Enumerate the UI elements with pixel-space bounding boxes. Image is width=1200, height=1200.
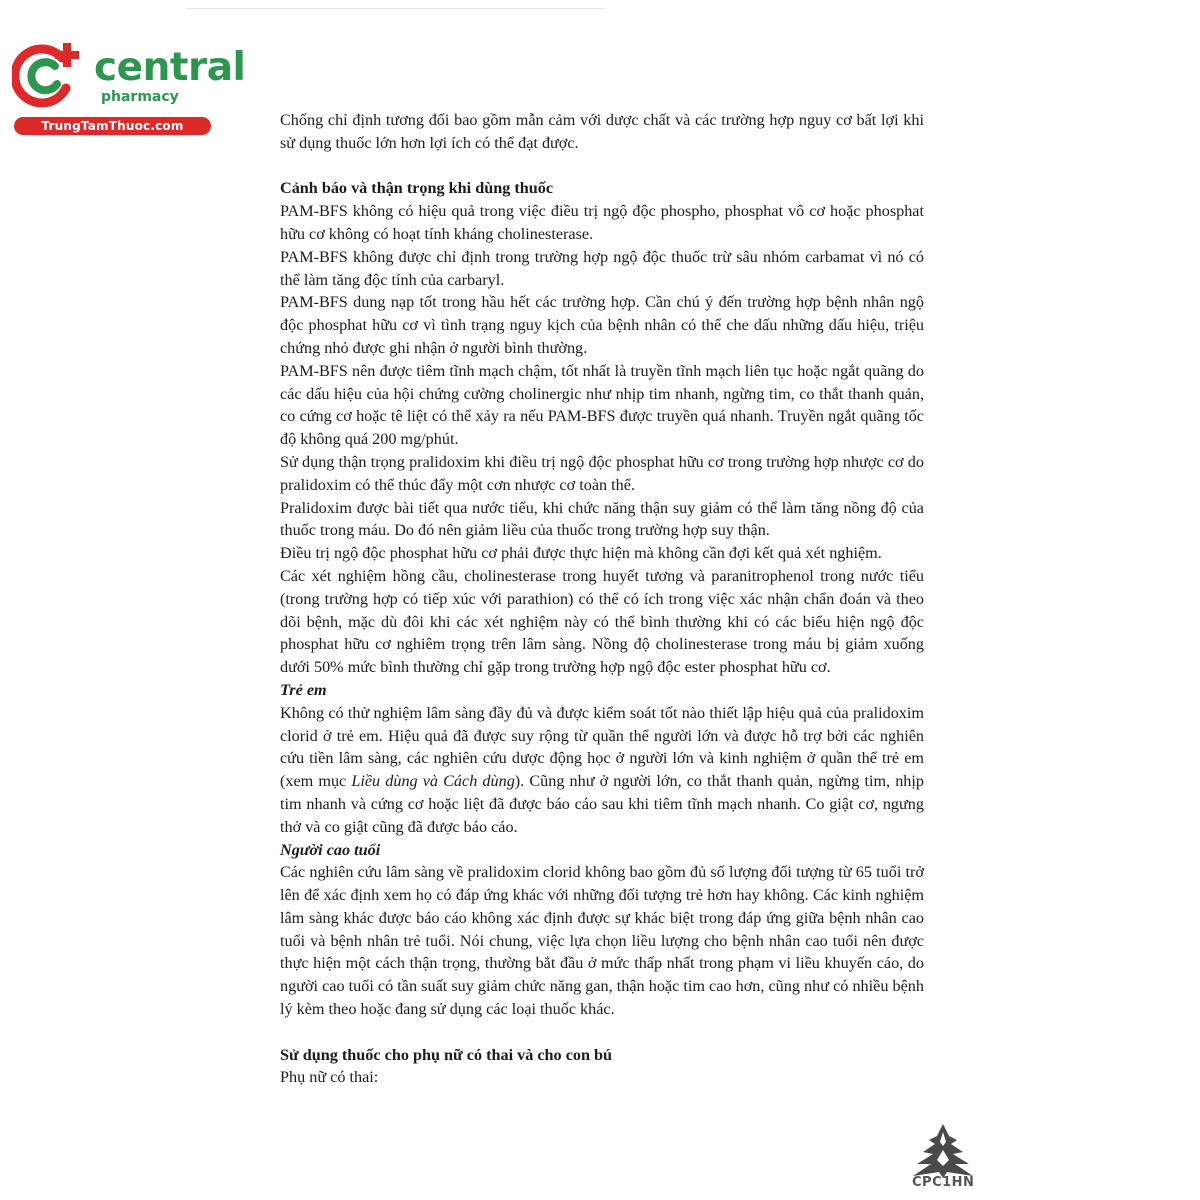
contraindication-paragraph: Chống chỉ định tương đối bao gồm mẫn cảm với dược chất và các trường hợp nguy cơ bất lợi khi sử dụng thuốc lớn hơn lợi ích có thể đạt được. — [280, 111, 924, 152]
cpc1hn-label: CPC1HN — [912, 1175, 975, 1190]
logo-site-link[interactable]: TrungTamThuoc.com — [14, 117, 211, 135]
elderly-paragraph: Các nghiên cứu lâm sàng về pralidoxim clorid không bao gồm đủ số lượng đối tượng từ 65 tuổi trở lên để xác định xem họ có đáp ứng khác với những đối tượng trẻ hơn hay không. Các kinh nghiệm lâm sàng khác được báo cáo không xác định được sự khác biệt trong đáp ứng giữa bệnh nhân cao tuổi và bệnh nhân trẻ tuổi. Nói chung, việc lựa chọn liều lượng cho bệnh nhân cao tuổi nên được thực hiện một cách thận trọng, thường bắt đầu ở mức thấp nhất trong phạm vi liều khuyến cáo, do người cao tuổi có tần suất suy giảm chức năng gan, thận hoặc tim cao hơn, cũng như có nhiều bệnh lý kèm theo hoặc đang sử dụng các loại thuốc khác. — [280, 863, 924, 1019]
warning-paragraph: Pralidoxim được bài tiết qua nước tiểu, khi chức năng thận suy giảm có thể làm tăng nồng độ của thuốc trong máu. Do đó nên giảm liều của thuốc trong trường hợp suy thận. — [280, 498, 924, 540]
pharmacy-cross-logo-icon — [12, 40, 82, 110]
pregnancy-heading: Sử dụng thuốc cho phụ nữ có thai và cho con bú — [280, 1045, 613, 1064]
logo-brand: central — [94, 45, 246, 90]
children-heading: Trẻ em — [280, 680, 327, 699]
warning-paragraph: Điều trị ngộ độc phosphat hữu cơ phải được thực hiện mà không cần đợi kết quả xét nghiệm. — [280, 544, 882, 563]
warning-heading: Cảnh báo và thận trọng khi dùng thuốc — [280, 179, 554, 198]
warning-paragraph: PAM-BFS nên được tiêm tĩnh mạch chậm, tốt nhất là truyền tĩnh mạch liên tục hoặc ngắt quãng do các dấu hiệu của hội chứng cường cholinergic như nhịp tim nhanh, ngừng tim, co thắt thanh quản, co cứng cơ hoặc tê liệt có thể xảy ra nếu PAM-BFS được truyền quá nhanh. Truyền ngắt quãng tốc độ không quá 200 mg/phút. — [280, 361, 924, 449]
central-pharmacy-logo[interactable] — [8, 36, 246, 136]
children-text-before: Không có thử nghiệm lâm sàng đầy đủ và được kiểm soát tốt nào thiết lập hiệu quả của pralidoxim clorid ở trẻ em. Hiệu quả đã được suy rộng từ quần thể người lớn và được hỗ trợ bởi các nghiên cứu tiền lâm sàng, các nghiên cứu dược động học ở người lớn và kinh nghiệm ở quần thể trẻ em (xem mục — [280, 703, 924, 791]
warning-paragraph: PAM-BFS dung nạp tốt trong hầu hết các trường hợp. Cần chú ý đến trường hợp bệnh nhân ngộ độc phosphat hữu cơ vì tình trạng nguy kịch của bệnh nhân có thể che dấu những dấu hiệu, triệu chứng nhỏ được ghi nhận ở người bình thường. — [280, 293, 924, 357]
pregnancy-subheading: Phụ nữ có thai: — [280, 1068, 379, 1087]
logo-subtitle: pharmacy — [101, 89, 179, 105]
warning-paragraph: PAM-BFS không được chỉ định trong trường hợp ngộ độc thuốc trừ sâu nhóm carbamat vì nó có thể làm tăng độc tính của carbaryl. — [280, 247, 924, 289]
children-paragraph — [280, 702, 924, 839]
elderly-heading: Người cao tuổi — [280, 840, 381, 859]
children-text-after: ). Cũng như ở người lớn, co thắt thanh quản, ngừng tim, nhịp tim nhanh và cứng cơ hoặc liệt đã được báo cáo sau khi tiêm tĩnh mạch nhanh. Co giật cơ, ngưng thở và co giật cũng đã được báo cáo. — [280, 772, 924, 836]
dosage-section-reference: Liều dùng và Cách dùng — [351, 772, 515, 791]
document-body — [280, 109, 924, 1089]
warning-paragraph: Các xét nghiệm hồng cầu, cholinesterase trong huyết tương và paranitrophenol trong nước tiểu (trong trường hợp có tiếp xúc với parathion) có thể có ích trong việc xác nhận chẩn đoán và theo dõi bệnh, mặc dù đôi khi các xét nghiệm này có thể bình thường khi có các biểu hiện ngộ độc phosphat hữu cơ nghiêm trọng trên lâm sàng. Nồng độ cholinesterase trong máu bị giảm xuống dưới 50% mức bình thường chỉ gặp trong trường hợp ngộ độc ester phosphat hữu cơ. — [280, 566, 924, 677]
top-divider — [185, 8, 605, 9]
warning-paragraph: Sử dụng thận trọng pralidoxim khi điều trị ngộ độc phosphat hữu cơ trong trường hợp nhược cơ do pralidoxim có thể thúc đẩy một cơn nhược cơ toàn thể. — [280, 452, 924, 494]
warning-paragraph: PAM-BFS không có hiệu quả trong việc điều trị ngộ độc phospho, phosphat vô cơ hoặc phosphat hữu cơ không có hoạt tính kháng cholinesterase. — [280, 202, 924, 243]
